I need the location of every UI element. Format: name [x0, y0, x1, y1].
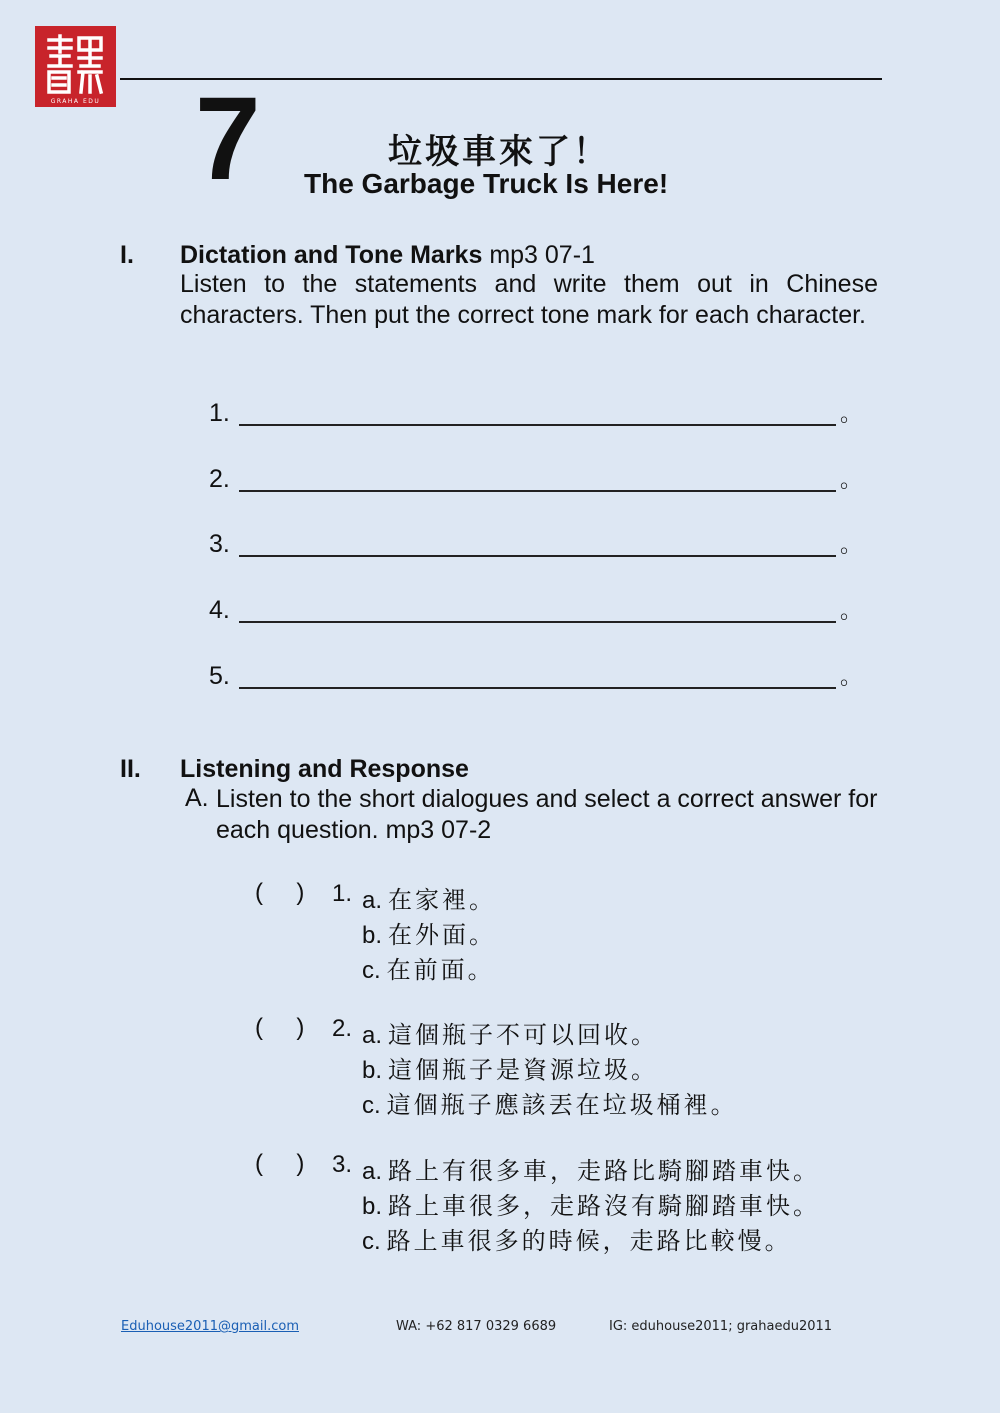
footer-email-link[interactable]: Eduhouse2011@gmail.com [121, 1319, 299, 1334]
dictation-blank[interactable] [239, 673, 836, 689]
option-text: 路上車很多，走路沒有騎腳踏車快。 [388, 1192, 821, 1220]
dictation-blank[interactable] [239, 541, 836, 557]
option-text: 路上車很多的時候，走路比較慢。 [386, 1227, 792, 1255]
lesson-number: 7 [195, 73, 261, 205]
dictation-period: 。 [840, 664, 863, 689]
option-letter: a. [362, 887, 383, 914]
dictation-period: 。 [840, 467, 863, 492]
answer-option [362, 1085, 738, 1120]
logo-brand-text: GRAHA EDU [50, 98, 101, 105]
footer-instagram: IG: eduhouse2011; grahaedu2011 [609, 1319, 833, 1334]
option-letter: a. [362, 1022, 383, 1049]
dictation-period: 。 [840, 598, 863, 623]
dictation-period: 。 [840, 532, 863, 557]
dictation-line[interactable] [209, 660, 862, 691]
option-letter: c. [362, 1228, 381, 1255]
option-text: 這個瓶子應該丟在垃圾桶裡。 [386, 1091, 738, 1119]
title-chinese: 垃圾車來了！ [388, 132, 610, 172]
option-letter: b. [362, 922, 383, 949]
dictation-line[interactable] [209, 397, 862, 428]
answer-parentheses[interactable]: ( ) [255, 1014, 305, 1041]
answer-option [362, 950, 495, 985]
dictation-line[interactable] [209, 594, 862, 625]
dictation-line-number: 2. [209, 465, 230, 493]
footer-whatsapp: WA: +62 817 0329 6689 [396, 1319, 557, 1334]
section-1-heading [180, 241, 595, 270]
section-2a-letter: A. [185, 784, 209, 812]
logo-seal-icon [35, 26, 116, 107]
section-1-audio-ref: mp3 07-1 [489, 241, 595, 269]
option-text: 在前面。 [386, 956, 495, 984]
question-number: 3. [332, 1151, 353, 1178]
dictation-line-number: 3. [209, 530, 230, 558]
section-1-instruction: Listen to the statements and write them out in Chinese characters. Then put the correct tone mark for each character. [180, 270, 878, 329]
option-text: 路上有很多車，走路比騎腳踏車快。 [388, 1157, 821, 1185]
answer-parentheses[interactable]: ( ) [255, 1150, 305, 1177]
dictation-period: 。 [840, 401, 863, 426]
answer-option [362, 1050, 658, 1085]
section-2a-instruction: Listen to the short dialogues and select a correct answer for each question. mp3 07-2 [216, 785, 878, 844]
answer-option [362, 1221, 792, 1256]
option-letter: c. [362, 957, 381, 984]
answer-option [362, 1015, 658, 1050]
dictation-blank[interactable] [239, 410, 836, 426]
dictation-blank[interactable] [239, 476, 836, 492]
question-number: 2. [332, 1015, 353, 1042]
answer-option [362, 1186, 820, 1221]
option-text: 這個瓶子不可以回收。 [388, 1021, 659, 1049]
section-1-title: Dictation and Tone Marks [180, 241, 483, 269]
answer-option [362, 880, 496, 915]
title-english: The Garbage Truck Is Here! [304, 168, 669, 199]
dictation-blank[interactable] [239, 607, 836, 623]
option-letter: a. [362, 1158, 383, 1185]
option-letter: b. [362, 1193, 383, 1220]
section-2-numeral: II. [120, 755, 141, 783]
dictation-line[interactable] [209, 528, 862, 559]
option-text: 在家裡。 [388, 886, 497, 914]
brand-logo [35, 26, 116, 107]
option-text: 在外面。 [388, 921, 497, 949]
dictation-line-number: 1. [209, 399, 230, 427]
dictation-line-number: 4. [209, 596, 230, 624]
section-1-numeral: I. [120, 241, 134, 269]
question-number: 1. [332, 880, 353, 907]
answer-option [362, 1151, 820, 1186]
option-letter: b. [362, 1057, 383, 1084]
option-text: 這個瓶子是資源垃圾。 [388, 1056, 659, 1084]
dictation-line-number: 5. [209, 662, 230, 690]
answer-parentheses[interactable]: ( ) [255, 879, 305, 906]
section-2-title: Listening and Response [180, 755, 469, 783]
answer-option [362, 915, 496, 950]
dictation-line[interactable] [209, 463, 862, 494]
option-letter: c. [362, 1092, 381, 1119]
